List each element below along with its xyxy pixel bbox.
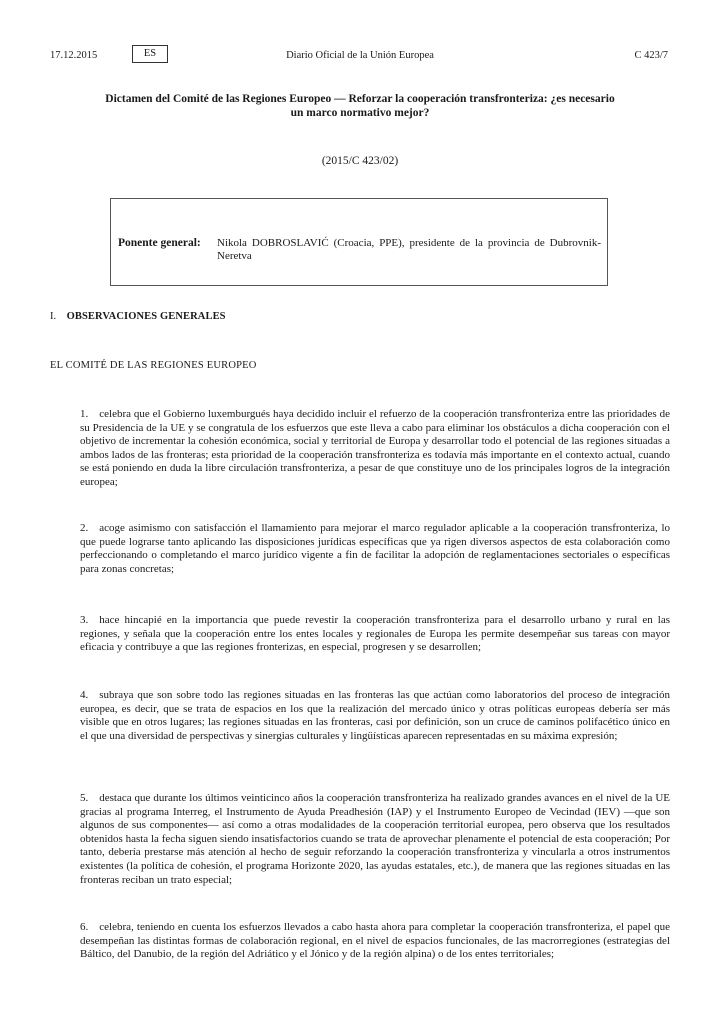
section-number: I.	[50, 311, 57, 322]
language-badge: ES	[132, 45, 168, 63]
paragraph-text: celebra, teniendo en cuenta los esfuerzos llevados a cabo hasta ahora para completar la cooperación transfronteriza, el papel que desempeñan las distintas formas de colaboración regional, en el nivel de espacios funcionales, de las macrorregiones (estrategias del Báltico, del Danubio, de la región del Adriático y el Jónico y de la región alpina) o de los entes territoriales;	[80, 921, 670, 961]
paragraph	[80, 921, 670, 962]
paragraph-number: 1.	[80, 408, 89, 420]
paragraph-number: 3.	[80, 614, 89, 626]
document-title: Dictamen del Comité de las Regiones Europeo — Reforzar la cooperación transfronteriza: ¿es necesario un marco normativo mejor?	[105, 93, 615, 119]
paragraph-text: destaca que durante los últimos veinticinco años la cooperación transfronteriza ha realizado grandes avances en el nivel de la UE gracias al programa Interreg, el Instrumento de Ayuda Preadhesión (IAP) y el Instrumento Europeo de Vecindad (IEV) —que son algunos de sus componentes— así como a otras modalidades de la cooperación territorial europea, pero observa que los resultados obtenidos hasta la fecha siguen siendo insatisfactorios cuando se trata de aprovechar plenamente el potencial de esta cooperación; Por tanto, debería prestarse más atención al hecho de seguir reforzando la cooperación transfronteriza y vincularla a otros instrumentos existentes (la política de cohesión, el programa Horizonte 2020, las ayudas estatales, etc.), de manera que las regiones situadas en las fronteras reciban un trato especial;	[80, 792, 670, 886]
paragraph-number: 5.	[80, 792, 89, 804]
section-title: OBSERVACIONES GENERALES	[66, 311, 226, 322]
committee-heading: EL COMITÉ DE LAS REGIONES EUROPEO	[50, 360, 257, 371]
section-heading	[50, 311, 226, 322]
paragraph-number: 4.	[80, 689, 89, 701]
paragraph-text: subraya que son sobre todo las regiones situadas en las fronteras las que actúan como laboratorios del proceso de integración europea, es decir, que se trata de espacios en los que la realización del mercado único y otras políticas europeas debería ser más visible que en otros lugares; las regiones situadas en las fronteras, casi por definición, son un cruce de caminos polifacético único en el que una diversidad de perspectivas y sinergias culturales y lingüísticas aparecen representadas en su máxima expresión;	[80, 689, 670, 742]
paragraph	[80, 792, 670, 887]
journal-name: Diario Oficial de la Unión Europea	[286, 50, 434, 61]
rapporteur-label: Ponente general:	[118, 237, 201, 249]
paragraph-text: acoge asimismo con satisfacción el llamamiento para mejorar el marco regulador aplicable a la cooperación transfronteriza, lo que puede lograrse tanto aplicando las disposiciones jurídicas específicas que ya rigen diversos aspectos de esta colaboración como perfeccionando o completando el marco jurídico vigente a fin de facilitar la adopción de reglamentaciones sectoriales o específicas para zonas concretas;	[80, 522, 670, 575]
rapporteur-box	[110, 198, 608, 286]
document-reference: (2015/C 423/02)	[321, 155, 399, 167]
paragraph-number: 2.	[80, 522, 89, 534]
paragraph-text: hace hincapié en la importancia que puede revestir la cooperación transfronteriza para el desarrollo urbano y rural en las regiones, y señala que la cooperación entre los entes locales y regionales de Europa les permite desempeñar sus tareas con mayor eficacia y contribuye a que las regiones fronterizas, en especial, progresen y se desarrollen;	[80, 614, 670, 654]
paragraph	[80, 614, 670, 655]
page-reference: C 423/7	[634, 50, 668, 61]
paragraph	[80, 522, 670, 576]
publication-date: 17.12.2015	[50, 50, 98, 61]
rapporteur-text: Nikola DOBROSLAVIĆ (Croacia, PPE), presidente de la provincia de Dubrovnik-Neretva	[217, 237, 601, 262]
paragraph	[80, 689, 670, 743]
paragraph-text: celebra que el Gobierno luxemburgués haya decidido incluir el refuerzo de la cooperación transfronteriza entre las prioridades de su Presidencia de la UE y se congratula de los esfuerzos que este lleva a cabo para eliminar los obstáculos a dicha cooperación con el objetivo de incrementar la cohesión económica, social y territorial de Europa y desarrollar todo el potencial de las regiones situadas a ambos lados de las fronteras; esta prioridad de la cooperación transfronteriza es todavía más importante en el contexto actual, cuando se está poniendo en duda la libre circulación transfronteriza, a pesar de que constituye uno de los principales logros de la integración europea;	[80, 408, 670, 488]
paragraph	[80, 408, 670, 490]
paragraph-number: 6.	[80, 921, 89, 933]
